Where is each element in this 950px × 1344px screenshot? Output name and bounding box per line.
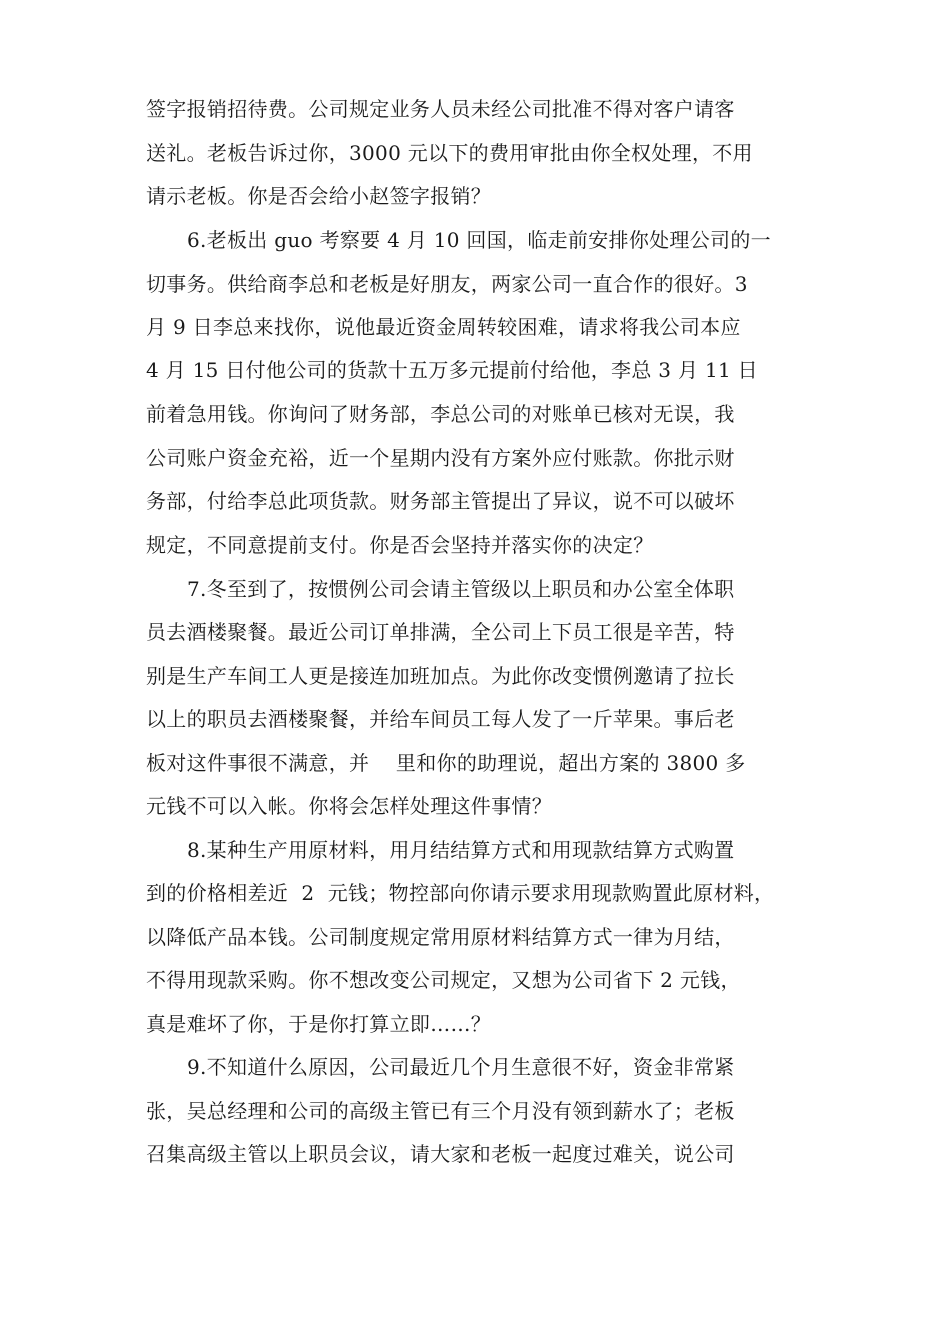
paragraph-9-line-2: 张，吴总经理和公司的高级主管已有三个月没有领到薪水了；老板 bbox=[146, 1099, 735, 1123]
paragraph-7-line-6: 元钱不可以入帐。你将会怎样处理这件事情？ bbox=[146, 794, 552, 818]
paragraph-6-line-4: 4 月 15 日付他公司的货款十五万多元提前付给他，李总 3 月 11 日 bbox=[146, 358, 758, 382]
paragraph-6-line-2: 切事务。供给商李总和老板是好朋友，两家公司一直合作的很好。3 bbox=[146, 272, 748, 296]
paragraph-6-line-5: 前着急用钱。你询问了财务部，李总公司的对账单已核对无误，我 bbox=[146, 402, 735, 426]
paragraph-6-line-3: 月 9 日李总来找你，说他最近资金周转较困难，请求将我公司本应 bbox=[146, 315, 741, 339]
paragraph-7-line-1: 7.冬至到了，按惯例公司会请主管级以上职员和办公室全体职 bbox=[187, 577, 735, 601]
paragraph-8-line-5: 真是难坏了你，于是你打算立即……？ bbox=[146, 1012, 492, 1036]
paragraph-5-line-1: 签字报销招待费。公司规定业务人员未经公司批准不得对客户请客 bbox=[146, 97, 735, 121]
paragraph-6-line-7: 务部，付给李总此项货款。财务部主管提出了异议，说不可以破坏 bbox=[146, 489, 735, 513]
paragraph-8-line-1: 8.某种生产用原材料，用月结结算方式和用现款结算方式购置 bbox=[187, 838, 735, 862]
paragraph-9-line-3: 召集高级主管以上职员会议，请大家和老板一起度过难关，说公司 bbox=[146, 1142, 735, 1166]
paragraph-8-line-2: 到的价格相差近 2 元钱；物控部向你请示要求用现款购置此原材料， bbox=[146, 881, 775, 905]
paragraph-7-line-2: 员去酒楼聚餐。最近公司订单排满，全公司上下员工很是辛苦，特 bbox=[146, 620, 735, 644]
paragraph-7-line-4: 以上的职员去酒楼聚餐，并给车间员工每人发了一斤苹果。事后老 bbox=[146, 707, 735, 731]
paragraph-6-line-8: 规定，不同意提前支付。你是否会坚持并落实你的决定？ bbox=[146, 533, 654, 557]
paragraph-8-line-4: 不得用现款采购。你不想改变公司规定，又想为公司省下 2 元钱， bbox=[146, 968, 741, 992]
paragraph-6-line-6: 公司账户资金充裕，近一个星期内没有方案外应付账款。你批示财 bbox=[146, 446, 735, 470]
paragraph-6-line-1: 6.老板出 guo 考察要 4 月 10 回国，临走前安排你处理公司的一 bbox=[187, 228, 771, 252]
paragraph-7-line-3: 别是生产车间工人更是接连加班加点。为此你改变惯例邀请了拉长 bbox=[146, 664, 735, 688]
paragraph-5-line-2: 送礼。老板告诉过你，3000 元以下的费用审批由你全权处理，不用 bbox=[146, 141, 753, 165]
paragraph-8-line-3: 以降低产品本钱。公司制度规定常用原材料结算方式一律为月结， bbox=[146, 925, 735, 949]
paragraph-9-line-1: 9.不知道什么原因，公司最近几个月生意很不好，资金非常紧 bbox=[187, 1055, 735, 1079]
paragraph-5-line-3: 请示老板。你是否会给小赵签字报销？ bbox=[146, 184, 492, 208]
paragraph-7-line-5: 板对这件事很不满意，并 里和你的助理说，超出方案的 3800 多 bbox=[146, 751, 746, 775]
